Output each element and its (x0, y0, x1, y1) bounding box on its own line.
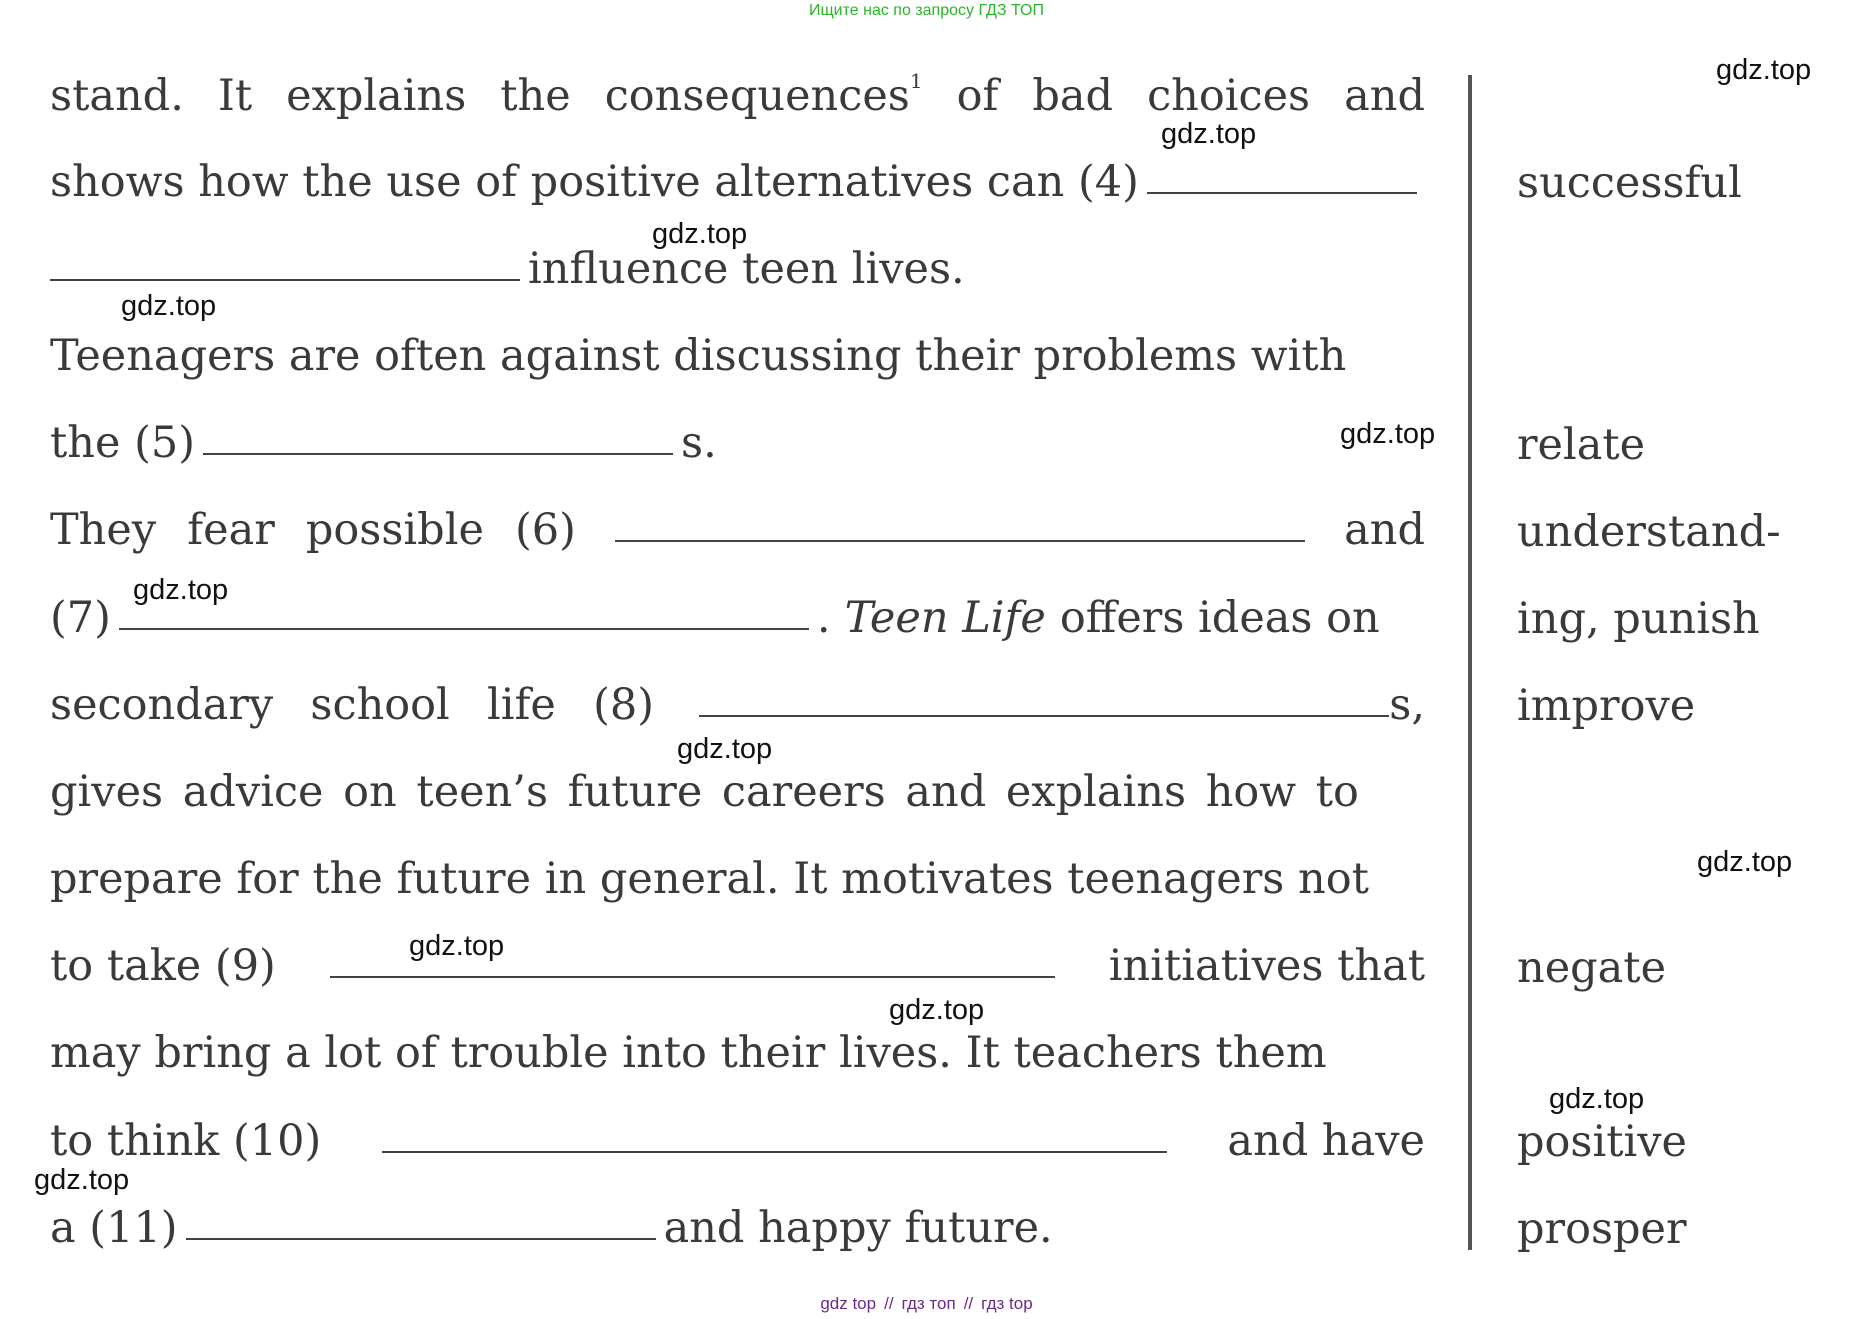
sentence-text: gives advice on teen’s future careers and explains how to (50, 767, 1359, 817)
footer-separator: // (963, 1294, 974, 1313)
word-bank-item: ing, punish (1517, 594, 1760, 644)
watermark: gdz.top (889, 994, 985, 1026)
word: explains (286, 71, 467, 121)
answer-blank-6[interactable] (615, 532, 1305, 542)
watermark: gdz.top (121, 290, 217, 322)
text-line-8 (50, 667, 1425, 730)
footer-link[interactable]: гдз top (981, 1294, 1033, 1313)
watermark: gdz.top (1716, 54, 1812, 86)
footer-separator: // (884, 1294, 894, 1313)
word: choices (1147, 71, 1311, 121)
punctuation: . (816, 593, 831, 643)
text-line-4 (50, 318, 1425, 381)
blank-with-suffix: s, (691, 684, 1425, 727)
watermark: gdz.top (1340, 418, 1436, 450)
word-bank-item: relate (1517, 420, 1646, 470)
column-divider (1468, 75, 1472, 1250)
sentence-text: Teenagers are often against discussing their problems with (50, 331, 1347, 381)
sentence-text: (7) (50, 593, 111, 643)
text-line-2 (50, 144, 1425, 207)
word-bank-item: positive (1517, 1117, 1688, 1167)
watermark: gdz.top (1697, 846, 1793, 878)
word: They (50, 505, 157, 555)
answer-blank-4[interactable] (1147, 184, 1417, 194)
watermark: gdz.top (34, 1164, 130, 1196)
answer-blank-10[interactable] (382, 1143, 1167, 1153)
text-line-1 (50, 58, 1425, 121)
answer-blank-11[interactable] (186, 1230, 656, 1240)
word: secondary (50, 680, 274, 730)
sentence-text: the (5) (50, 418, 195, 468)
answer-blank-9[interactable] (330, 968, 1055, 978)
word: (6) (515, 505, 576, 555)
word: bad (1032, 71, 1114, 121)
footnote-marker: 1 (909, 69, 923, 93)
word: and (1344, 71, 1425, 121)
watermark: gdz.top (133, 574, 229, 606)
word: the (500, 71, 571, 121)
sentence-text: to take (9) (50, 941, 276, 991)
magazine-title: Teen Life (844, 593, 1046, 643)
sentence-text: a (11) (50, 1203, 178, 1253)
sentence-text: shows how the use of positive alternatives can (4) (50, 157, 1139, 207)
word-with-footnote: consequences$^1$ (604, 69, 923, 121)
sentence-text: to think (10) (50, 1116, 322, 1166)
text-line-11 (50, 928, 1425, 991)
text-line-12 (50, 1015, 1425, 1078)
footer-link[interactable]: гдз топ (901, 1294, 956, 1313)
word-bank-item: prosper (1517, 1204, 1687, 1254)
word-bank-item: negate (1517, 943, 1667, 993)
text-line-7 (50, 580, 1425, 643)
watermark: gdz.top (409, 930, 505, 962)
word-bank-item: improve (1517, 681, 1696, 731)
word: It (217, 71, 253, 121)
answer-blank-7[interactable] (119, 620, 809, 630)
text-line-13 (50, 1103, 1425, 1166)
answer-blank-4-continued[interactable] (50, 271, 520, 281)
text-line-6 (50, 492, 1425, 555)
word-bank-item: understand- (1517, 507, 1781, 557)
word: of (956, 71, 999, 121)
bottom-banner[interactable] (0, 1294, 1853, 1314)
watermark: gdz.top (652, 218, 748, 250)
text-line-10 (50, 841, 1425, 904)
word: fear (187, 505, 275, 555)
word: stand. (50, 71, 184, 121)
word-bank-item: successful (1517, 158, 1742, 208)
word: school (310, 680, 450, 730)
word: (8) (593, 680, 655, 730)
suffix-text: s. (681, 418, 717, 468)
top-banner[interactable]: Ищите нас по запросу ГДЗ ТОП (809, 2, 1044, 19)
word: possible (305, 505, 484, 555)
sentence-text: offers ideas on (1059, 593, 1380, 643)
answer-blank-5[interactable] (203, 445, 673, 455)
answer-blank-8[interactable] (699, 707, 1389, 717)
sentence-text: initiatives that (1108, 941, 1425, 991)
word: life (487, 680, 556, 730)
word: and (1344, 505, 1425, 555)
footer-link[interactable]: gdz top (820, 1294, 877, 1313)
watermark: gdz.top (1549, 1083, 1645, 1115)
watermark: gdz.top (1161, 118, 1257, 150)
sentence-text: prepare for the future in general. It motivates teenagers not (50, 854, 1369, 904)
sentence-text: and happy future. (663, 1203, 1053, 1253)
sentence-text: influence teen lives. (528, 244, 965, 294)
text-line-14 (50, 1190, 1425, 1253)
sentence-text: may bring a lot of trouble into their lives. It teachers them (50, 1028, 1327, 1078)
text-line-5 (50, 405, 1425, 468)
sentence-text: and have (1227, 1116, 1425, 1166)
watermark: gdz.top (677, 733, 773, 765)
